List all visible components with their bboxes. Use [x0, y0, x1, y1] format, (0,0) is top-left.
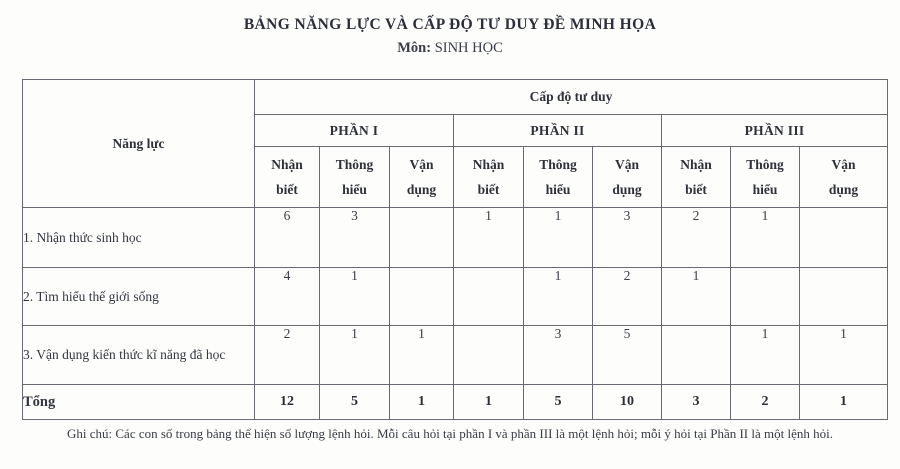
competency-matrix-table — [22, 79, 888, 420]
data-cell: 1 — [662, 268, 731, 326]
table-row — [23, 208, 888, 268]
level-header-line: Thông — [539, 157, 577, 172]
total-cell: 1 — [800, 385, 888, 420]
level-header-line: Vận — [614, 157, 639, 172]
level-header-van-dung — [390, 147, 454, 208]
data-cell — [800, 268, 888, 326]
level-header-van-dung — [593, 147, 662, 208]
level-header-line: biết — [477, 182, 500, 197]
subject-label: Môn: — [397, 40, 432, 56]
total-cell: 10 — [593, 385, 662, 420]
data-cell: 1 — [731, 326, 800, 385]
data-cell — [390, 268, 454, 326]
total-cell: 2 — [731, 385, 800, 420]
level-header-line: Vận — [409, 157, 434, 172]
level-header-thong-hieu — [524, 147, 593, 208]
total-cell: 1 — [390, 385, 454, 420]
level-header-thong-hieu — [731, 147, 800, 208]
section-header-phan-iii: PHẦN III — [662, 115, 888, 147]
section-header-phan-ii: PHẦN II — [454, 115, 662, 147]
level-header-line: Nhận — [472, 157, 505, 172]
total-row — [23, 385, 888, 420]
data-cell — [731, 268, 800, 326]
level-header-nhan-biet — [255, 147, 320, 208]
data-cell — [454, 326, 524, 385]
table-row — [23, 326, 888, 385]
total-cell: 1 — [454, 385, 524, 420]
data-cell — [390, 208, 454, 268]
level-header-van-dung — [800, 147, 888, 208]
data-cell: 2 — [255, 326, 320, 385]
subject-line — [0, 40, 900, 57]
level-header-line: Thông — [746, 157, 784, 172]
data-cell: 2 — [662, 208, 731, 268]
level-header-line: Thông — [335, 157, 374, 172]
level-header-line: Nhận — [680, 157, 712, 172]
page-title: BẢNG NĂNG LỰC VÀ CẤP ĐỘ TƯ DUY ĐỀ MINH HỌA — [243, 16, 657, 33]
footnote: Ghi chú: Các con số trong bảng thể hiện số lượng lệnh hỏi. Mỗi câu hỏi tại phần I và phần III là một lệnh hỏi; mỗi ý hỏi tại Phần II là một lệnh hỏi. — [67, 426, 833, 441]
level-header-line: dụng — [406, 182, 437, 197]
data-cell: 1 — [320, 268, 390, 326]
level-header-line: Nhận — [271, 157, 303, 172]
row-label: 1. Nhận thức sinh học — [23, 208, 255, 268]
header-cell-cap-do-tu-duy: Cấp độ tư duy — [255, 80, 888, 115]
row-label: 3. Vận dụng kiến thức kĩ năng đã học — [23, 326, 255, 385]
subject-value: SINH HỌC — [434, 40, 503, 56]
total-cell: 12 — [255, 385, 320, 420]
header-row-thinking-level — [23, 80, 888, 115]
data-cell: 1 — [454, 208, 524, 268]
data-cell — [454, 268, 524, 326]
data-cell: 1 — [524, 268, 593, 326]
level-header-nhan-biet — [662, 147, 731, 208]
level-header-line: dụng — [612, 182, 642, 197]
data-cell: 4 — [255, 268, 320, 326]
row-label: 2. Tìm hiểu thế giới sống — [23, 268, 255, 326]
data-cell: 2 — [593, 268, 662, 326]
total-cell: 5 — [320, 385, 390, 420]
data-cell: 3 — [524, 326, 593, 385]
section-header-phan-i: PHẦN I — [255, 115, 454, 147]
data-cell — [662, 326, 731, 385]
data-cell: 1 — [800, 326, 888, 385]
data-cell: 3 — [320, 208, 390, 268]
data-cell: 1 — [390, 326, 454, 385]
data-cell: 1 — [524, 208, 593, 268]
level-header-line: dụng — [828, 182, 859, 197]
total-cell: 5 — [524, 385, 593, 420]
level-header-line: biết — [276, 182, 298, 197]
level-header-line: hiểu — [545, 182, 571, 197]
level-header-nhan-biet — [454, 147, 524, 208]
level-header-line: hiểu — [342, 182, 367, 197]
total-row-label: Tổng — [23, 385, 255, 420]
level-header-thong-hieu — [320, 147, 390, 208]
data-cell — [800, 208, 888, 268]
level-header-line: Vận — [831, 157, 856, 172]
header-cell-nang-luc: Năng lực — [23, 80, 255, 208]
data-cell: 5 — [593, 326, 662, 385]
level-header-line: hiểu — [752, 182, 778, 197]
table-row — [23, 268, 888, 326]
data-cell: 1 — [320, 326, 390, 385]
data-cell: 6 — [255, 208, 320, 268]
level-header-line: biết — [685, 182, 707, 197]
data-cell: 1 — [731, 208, 800, 268]
total-cell: 3 — [662, 385, 731, 420]
data-cell: 3 — [593, 208, 662, 268]
